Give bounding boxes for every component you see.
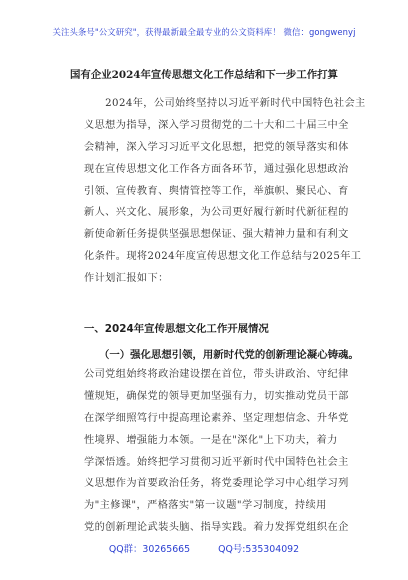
paragraph-line: 懂规矩，确保党的领导更加坚强有力，切实推动党员干部 — [84, 390, 349, 402]
paragraph-line: 会精神，深入学习习近平文化思想，把党的领导落实和体 — [84, 141, 349, 153]
paragraph-line: 义思想为指导，深入学习贯彻党的二十大和二十届三中全 — [84, 119, 349, 131]
paragraph-line: 义思想作为首要政治任务，将党委理论学习中心组学习列 — [84, 478, 349, 490]
paragraph-line: 为"主修课"，严格落实"第一议题"学习制度，持续用 — [84, 500, 327, 512]
paragraph-line: 学深悟透。始终把学习贯彻习近平新时代中国特色社会主 — [84, 456, 349, 468]
footer-contact — [0, 541, 408, 555]
qq-number-link[interactable]: QQ号:535304092 — [218, 544, 300, 555]
paragraph-line: 现在宣传思想文化工作各方面各环节，通过强化思想政治 — [84, 163, 349, 175]
header-banner[interactable]: 关注头条号"公文研究"，获得最新最全最专业的公文资料库！ 微信：gongwenyj — [52, 27, 356, 37]
paragraph-line: 党的创新理论武装头脑、指导实践。着力发挥党组织在企 — [84, 522, 349, 534]
paragraph-line: 2024年，公司始终坚持以习近平新时代中国特色社会主 — [84, 98, 366, 109]
paragraph-line: 公司党组始终将政治建设摆在首位，带头讲政治、守纪律 — [84, 369, 349, 380]
paragraph-line: 在深学细照笃行中提高理论素养、坚定理想信念、升华党 — [84, 412, 349, 424]
paragraph-line: 新人、兴文化、展形象，为公司更好履行新时代新征程的 — [84, 207, 349, 219]
paragraph-line: 作计划汇报如下： — [84, 273, 169, 285]
document-title: 国有企业2024年宣传思想文化工作总结和下一步工作打算 — [70, 69, 338, 81]
qq-group-link[interactable]: QQ群：30265665 — [108, 544, 191, 555]
paragraph-line: 化条件。现将2024年度宣传思想文化工作总结与2025年工 — [84, 251, 362, 263]
intro-paragraph — [84, 93, 366, 290]
paragraph-line: 引领、宣传教育、舆情管控等工作，举旗帜、聚民心、育 — [84, 185, 349, 197]
paragraph-line: 新使命新任务提供坚强思想保证、强大精神力量和有利文 — [84, 229, 349, 241]
body-paragraph — [84, 364, 349, 539]
sub-heading: （一）强化思想引领，用新时代党的创新理论凝心铸魂。 — [99, 349, 359, 361]
paragraph-line: 性境界、增强能力本领。一是在"深化"上下功夫，着力 — [84, 434, 338, 446]
section-heading: 一、2024年宣传思想文化工作开展情况 — [84, 323, 269, 335]
